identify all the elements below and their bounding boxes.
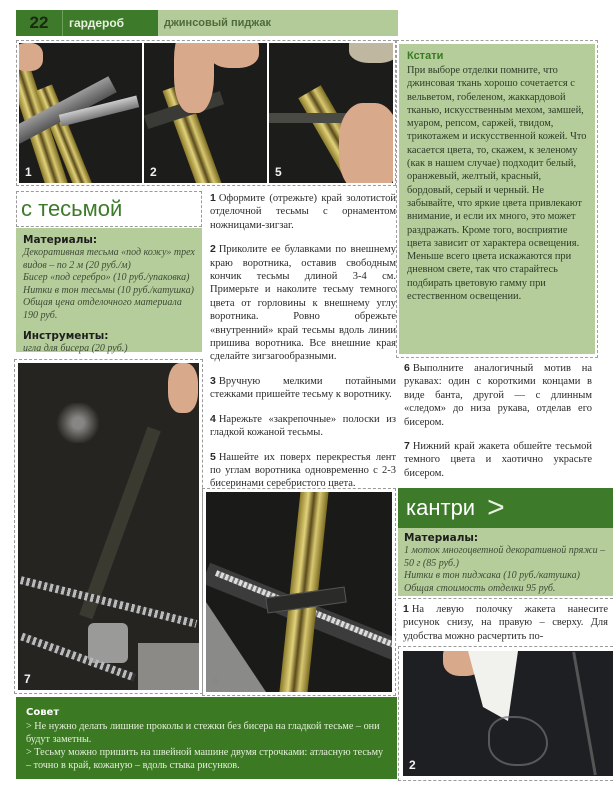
tip-box bbox=[16, 697, 397, 779]
photo-step-2 bbox=[144, 43, 267, 183]
step-text: Приколите ее булавками по внешнему краю воротника, оставив свободным кончик тесьмы длиной 3-4 см. Примерьте и наколите тесьму темного цвета от горловины к внешнему углу воротника. Ровно обрежьте «внутренний» край тесьмы вдоль линии пришива воротника. Все внешние края сделайте зигзагообразными. bbox=[210, 244, 396, 363]
page-number: 22 bbox=[16, 10, 62, 36]
step bbox=[210, 192, 396, 232]
chevron-right-icon: > bbox=[487, 491, 505, 524]
material-item: Бисер «под серебро» (10 руб./упаковка) bbox=[23, 272, 190, 283]
tool-item: игла для бисера (20 руб.) bbox=[23, 343, 128, 354]
step-number: 2 bbox=[210, 243, 216, 256]
tip-line: > Тесьму можно пришить на швейной машине двумя строчками: атласную тесьму – точно в край, кожаную – вдоль стыка рисунков. bbox=[26, 747, 384, 771]
kantri-heading bbox=[398, 488, 613, 528]
step-text: Нарежьте «закрепочные» полоски из гладкой кожаной тесьмы. bbox=[210, 413, 396, 439]
materials-heading: Материалы: bbox=[404, 532, 479, 544]
step-number: 5 bbox=[210, 450, 216, 463]
material-item: Декоративная тесьма «под кожу» трех видов – по 2 м (20 руб./м) bbox=[23, 247, 195, 271]
step bbox=[404, 362, 592, 429]
photo-number: 1 bbox=[25, 165, 32, 179]
step-number: 3 bbox=[210, 374, 216, 387]
kantri-title: кантри bbox=[406, 495, 476, 520]
materials-box bbox=[16, 228, 202, 352]
step-text: Вручную мелкими потайными стежками пришейте тесьму к воротнику. bbox=[210, 375, 396, 401]
kantri-photo-step-2 bbox=[403, 651, 613, 776]
sidebar-frame bbox=[396, 40, 598, 358]
step-number: 1 bbox=[403, 603, 409, 615]
photo-number: 2 bbox=[150, 165, 157, 179]
step bbox=[210, 413, 396, 440]
step-text: Выполните аналогичный мотив на рукавах: один с короткими концами в виде банта, другой — с длинным «следом» до низа рукава, отделав его бисером. bbox=[404, 363, 592, 428]
step-number: 4 bbox=[210, 412, 216, 425]
material-item: Нитки в тон тесьмы (10 руб./катушка) bbox=[23, 284, 194, 296]
photo-number: 2 bbox=[409, 758, 416, 772]
photo-step-6 bbox=[206, 492, 392, 692]
photo-step-7 bbox=[18, 363, 199, 690]
kantri-materials-box bbox=[398, 528, 613, 596]
photo-number: 7 bbox=[24, 672, 31, 686]
photo-number: 6 bbox=[212, 674, 219, 688]
material-item: 1 моток многоцветной декоративной пряжи – 50 г (85 руб.) bbox=[404, 545, 606, 569]
topic-label: джинсовый пиджак bbox=[158, 10, 398, 36]
materials-heading: Материалы: bbox=[23, 234, 98, 246]
step-text: Нашейте их поверх перекрестья лент по углам воротника одновременно с 2-3 бисеринами серебристого цвета. bbox=[210, 451, 396, 490]
section-title: с тесьмой bbox=[16, 191, 202, 227]
photo-step-1 bbox=[19, 43, 142, 183]
step-text: Оформите (отрежьте) край золотистой отделочной тесьмы с орнаментом ножницами-зигзаг. bbox=[210, 193, 396, 231]
section-label: гардероб bbox=[62, 10, 158, 36]
step-number: 6 bbox=[404, 362, 410, 374]
step bbox=[210, 243, 396, 364]
step-number: 7 bbox=[404, 440, 410, 453]
sidebar-title: Кстати bbox=[407, 50, 444, 62]
step bbox=[210, 375, 396, 402]
photo-step-5 bbox=[269, 43, 393, 183]
tip-title: Совет bbox=[26, 707, 60, 718]
step bbox=[403, 603, 608, 643]
material-item: Общая стоимость отделки 95 руб. bbox=[404, 582, 556, 594]
step-text: На левую полочку жакета нанесите рисунок снизу, на правую – сверху. Для удобства можно расчертить по- bbox=[403, 604, 608, 642]
instructions-column-right bbox=[404, 362, 592, 491]
material-item: Общая цена отделочного материала 190 руб. bbox=[23, 297, 182, 321]
step bbox=[404, 440, 592, 480]
sidebar-body: При выборе отделки помните, что джинсовая ткань хорошо сочетается с вельветом, гобеленом, жаккардовой тканью, искусственным мехом, замшей, муаром, репсом, саржей, твидом, трикотажем и искусственной кожей. Что касается цвета, то, скажем, к зеленому (как в нашем случае) подходит белый, оранжевый, желтый, красный, бордовый, серый и черный. Не забывайте, что яркие цвета привлекают внимание, и если их много, это может раздражать. Кроме того, восприятие цвета зависит от характера освещения. Меньше всего цвета искажаются при дневном свете, так что старайтесь подбирать цветовую гамму при естественном освещении. bbox=[407, 65, 587, 303]
step-number: 1 bbox=[210, 192, 216, 204]
material-item: Нитки в тон пиджака (10 руб./катушка) bbox=[404, 570, 580, 581]
photo-number: 5 bbox=[275, 165, 282, 179]
divider bbox=[398, 598, 613, 599]
instructions-column-middle bbox=[210, 192, 396, 502]
step bbox=[210, 451, 396, 491]
step-text: Нижний край жакета обшейте тесьмой темного цвета и хаотично украсьте бисером. bbox=[404, 441, 592, 479]
tools-heading: Инструменты: bbox=[23, 330, 109, 342]
tip-line: > Не нужно делать лишние проколы и стежки без бисера на гладкой тесьме – они будут заметны. bbox=[26, 721, 380, 745]
